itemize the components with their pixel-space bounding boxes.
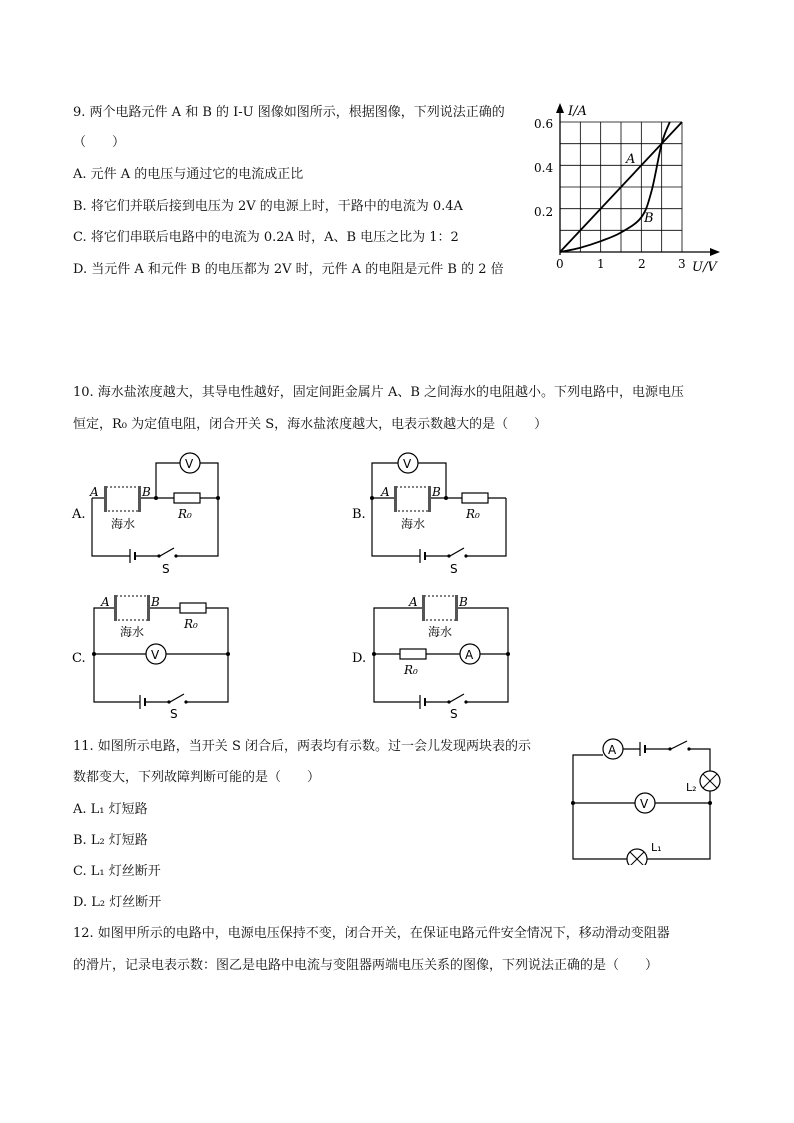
plate-b-label: B bbox=[151, 595, 160, 609]
q10-circuit-d[interactable] bbox=[350, 590, 520, 720]
r0-label: R₀ bbox=[404, 663, 418, 677]
q9-option-a[interactable]: A. 元件 A 的电压与通过它的电流成正比 bbox=[73, 167, 304, 182]
q9-option-d[interactable]: D. 当元件 A 和元件 B 的电压都为 2V 时，元件 A 的电阻是元件 B 的 2 倍 bbox=[73, 262, 504, 277]
q11-option-d[interactable]: D. L₂ 灯丝断开 bbox=[73, 895, 162, 910]
switch bbox=[671, 741, 687, 749]
q11-option-a[interactable]: A. L₁ 灯短路 bbox=[73, 802, 148, 817]
q11-option-b[interactable]: B. L₂ 灯短路 bbox=[73, 833, 148, 848]
q9-option-b[interactable]: B. 将它们并联后接到电压为 2V 的电源上时，干路中的电流为 0.4A bbox=[73, 199, 463, 214]
r0-label: R₀ bbox=[184, 617, 198, 631]
q10-stem-line2: 恒定，R₀ 为定值电阻，闭合开关 S，海水盐浓度越大，电表示数越大的是（ ） bbox=[73, 417, 548, 432]
switch-label: S bbox=[450, 562, 458, 576]
seawater-cell bbox=[106, 487, 140, 511]
x-tick-2: 2 bbox=[638, 257, 646, 271]
switch bbox=[450, 694, 464, 702]
seawater-cell bbox=[424, 596, 456, 620]
iu-graph bbox=[530, 95, 730, 280]
voltmeter-symbol: V bbox=[640, 797, 649, 811]
plate-b-label: B bbox=[459, 595, 468, 609]
y-axis-label: I/A bbox=[568, 104, 587, 119]
q9-option-c[interactable]: C. 将它们串联后电路中的电流为 0.2A 时，A、B 电压之比为 1：2 bbox=[73, 230, 459, 245]
y-axis-arrow bbox=[556, 103, 564, 113]
resistor-r0 bbox=[180, 603, 206, 613]
voltmeter-symbol: V bbox=[151, 648, 160, 662]
q10-circuit-c[interactable] bbox=[70, 590, 240, 720]
resistor-r0 bbox=[174, 493, 200, 503]
q10-stem-line1: 10. 海水盐浓度越大，其导电性越好，固定间距金属片 A、B 之间海水的电阻越小。下列电路中，电源电压 bbox=[73, 385, 685, 400]
x-axis-label: U/V bbox=[692, 260, 717, 275]
plate-b-label: B bbox=[142, 485, 151, 499]
metal-plate-b bbox=[428, 486, 431, 512]
metal-plate-a bbox=[394, 486, 397, 512]
y-tick-0-4: 0.4 bbox=[534, 161, 554, 175]
voltmeter-symbol: V bbox=[185, 457, 194, 471]
metal-plate-a bbox=[114, 595, 117, 621]
metal-plate-b bbox=[147, 595, 150, 621]
ammeter-symbol: A bbox=[608, 743, 617, 757]
switch bbox=[160, 548, 174, 556]
resistor-r0 bbox=[400, 649, 426, 659]
metal-plate-a bbox=[104, 486, 107, 512]
option-letter: C. bbox=[72, 651, 86, 666]
seawater-label: 海水 bbox=[401, 517, 426, 531]
lamp-l1 bbox=[627, 849, 647, 865]
series-a-label: A bbox=[626, 152, 636, 167]
plate-a-label: A bbox=[381, 485, 390, 499]
voltmeter-symbol: V bbox=[403, 457, 412, 471]
x-tick-1: 1 bbox=[597, 257, 605, 271]
q11-stem-line1: 11. 如图所示电路，当开关 S 闭合后，两表均有示数。过一会儿发现两块表的示 bbox=[73, 739, 531, 754]
q11-option-c[interactable]: C. L₁ 灯丝断开 bbox=[73, 864, 161, 879]
seawater-label: 海水 bbox=[428, 625, 453, 639]
plate-a-label: A bbox=[101, 595, 110, 609]
metal-plate-a bbox=[422, 595, 425, 621]
switch-label: S bbox=[170, 707, 178, 720]
q12-stem-line2: 的滑片，记录电表示数：图乙是电路中电流与变阻器两端电压关系的图像，下列说法正确的是（ ） bbox=[73, 958, 659, 973]
plate-a-label: A bbox=[90, 485, 99, 499]
seawater-cell bbox=[396, 487, 430, 511]
switch bbox=[450, 548, 464, 556]
ammeter-symbol: A bbox=[465, 648, 474, 662]
r0-label: R₀ bbox=[466, 507, 480, 521]
q9-stem: 9. 两个电路元件 A 和 B 的 I-U 图像如图所示，根据图像，下列说法正确的 bbox=[73, 105, 505, 120]
metal-plate-b bbox=[455, 595, 458, 621]
switch bbox=[170, 694, 184, 702]
r0-label: R₀ bbox=[178, 507, 192, 521]
seawater-cell bbox=[116, 596, 148, 620]
switch-label: S bbox=[162, 562, 170, 576]
seawater-label: 海水 bbox=[111, 517, 136, 531]
series-b-label: B bbox=[644, 211, 654, 226]
q11-circuit bbox=[565, 735, 725, 865]
y-tick-0-6: 0.6 bbox=[534, 117, 554, 131]
lamp-l2-label: L₂ bbox=[686, 781, 697, 794]
q9-answer-paren: （ ） bbox=[73, 135, 126, 150]
y-tick-0-2: 0.2 bbox=[534, 205, 554, 219]
option-letter: A. bbox=[72, 507, 86, 522]
q12-stem-line1: 12. 如图甲所示的电路中，电源电压保持不变，闭合开关，在保证电路元件安全情况下，移动滑动变阻器 bbox=[73, 926, 670, 941]
q11-stem-line2: 数都变大，下列故障判断可能的是（ ） bbox=[73, 770, 321, 785]
plate-b-label: B bbox=[432, 485, 441, 499]
option-letter: B. bbox=[352, 507, 366, 522]
metal-plate-b bbox=[138, 486, 141, 512]
x-axis-arrow bbox=[710, 248, 720, 256]
x-tick-0: 0 bbox=[556, 257, 564, 271]
option-letter: D. bbox=[352, 651, 367, 666]
resistor-r0 bbox=[462, 493, 488, 503]
seawater-label: 海水 bbox=[120, 625, 145, 639]
q10-circuit-a[interactable] bbox=[70, 448, 235, 576]
plate-a-label: A bbox=[409, 595, 418, 609]
lamp-l1-label: L₁ bbox=[651, 841, 662, 854]
switch-label: S bbox=[450, 707, 458, 720]
x-tick-3: 3 bbox=[678, 257, 686, 271]
q10-circuit-b[interactable] bbox=[350, 448, 515, 576]
